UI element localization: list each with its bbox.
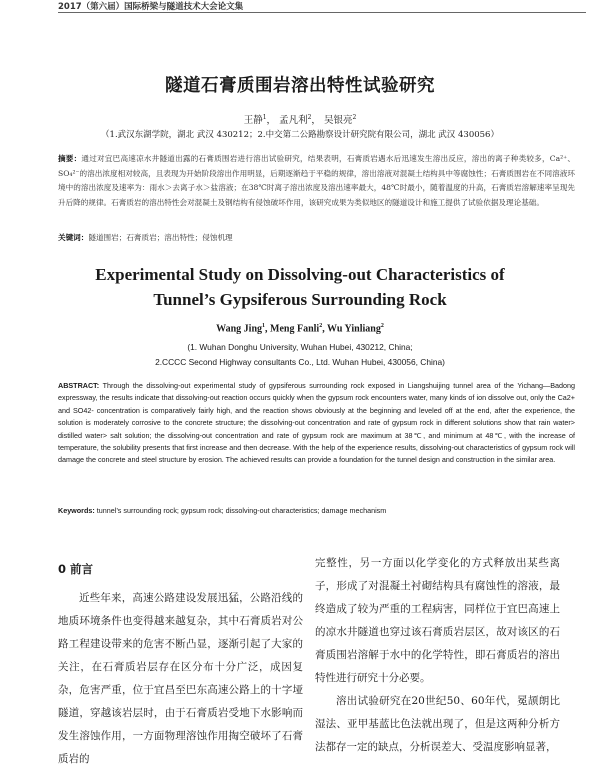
cn-author-sup: 2 (307, 113, 312, 121)
en-authors: Wang Jing$^1$, Meng Fanli$^2$, Wu Yinliang$^2$ (216, 323, 384, 335)
cn-author: 吴银亮 (323, 115, 353, 126)
en-title (0, 262, 600, 312)
en-affiliation-line: (1. Wuhan Donghu University, Wuhan Hubei, 430212, China; (187, 342, 413, 352)
en-keywords (58, 506, 575, 515)
en-author-sup: 2 (319, 323, 323, 329)
en-affiliation-line: 2.CCCC Second Highway consultants Co., Ltd. Wuhan Hubei, 430056, China) (155, 357, 445, 367)
en-keywords-label: Keywords: (58, 506, 95, 515)
cn-author-sup: 2 (352, 113, 357, 121)
en-author: Wang Jing (216, 323, 263, 335)
running-header: 2017（第六届）国际桥梁与隧道技术大会论文集 (58, 2, 244, 12)
section-heading: 0 前言 (58, 562, 94, 576)
cn-keywords-text: 隧道围岩；石膏质岩；溶出特性；侵蚀机理 (88, 233, 233, 242)
cn-author: 孟凡利 (279, 115, 308, 126)
cn-keywords-label: 关键词： (58, 233, 89, 242)
en-title-line: Experimental Study on Dissolving-out Characteristics of (95, 265, 505, 284)
body-paragraph: 溶出试验研究在20世纪50、60年代，冕颉朗比湿法、亚甲基蓝比色法就出现了，但是这两种分析方法都存一定的缺点，分析误差大、受温度影响显著， (315, 695, 560, 753)
body-paragraph: 完整性，另一方面以化学变化的方式释放出某些离子，形成了对混凝土衬砌结构具有腐蚀性的溶液，最终造成了较为严重的工程病害，同样位于宜巴高速上的凉水井隧道也穿过该石膏质岩层区，故对该区的石膏质围岩溶解于水中的化学特性，即石膏质岩的溶出特性进行研究十分必要。 (315, 557, 560, 684)
cn-affiliation: （1.武汉东湖学院，湖北 武汉 430212；2.中交第二公路勘察设计研究院有限公司，湖北 武汉 430056） (101, 130, 499, 140)
en-author: Meng Fanli (270, 323, 320, 335)
cn-keywords (58, 232, 575, 243)
cn-abstract-text: 通过对宜巴高速凉水井隧道出露的石膏质围岩进行溶出试验研究，结果表明，石膏质岩遇水后迅速发生溶出反应，溶出的离子种类较多，Ca²⁺、SO₄²⁻的溶出浓度相对较高，且表现为开始阶段溶出作用明显，后期逐渐趋于平稳的规律，溶出溶液对混凝土结构具中等腐蚀性；石膏质围岩在不同溶液环境中的溶出浓度及速率为：雨水＞去离子水＞盐溶液；在38℃时离子溶出浓度及溶出速率最大，48℃时最小，随着温度的升高，石膏质岩溶解速率呈现先升后降的规律。石膏质岩的溶出特性会对混凝土及钢结构有侵蚀破坏作用，该研究成果为类似地区的隧道设计和施工提供了试验依据及理论基础。 (58, 154, 575, 207)
cn-author-sup: 1 (262, 113, 267, 121)
cn-authors: 王静$^1$， 孟凡利$^2$， 吴银亮$^2$ (243, 113, 357, 126)
cn-author: 王静 (243, 115, 263, 126)
en-affiliation (0, 340, 600, 370)
header-rule (58, 12, 586, 13)
en-abstract-text: Through the dissolving-out experimental study of gypsiferous surrounding rock exposed in Liangshuijing tunnel area of the Yichang—Badong expressway, the results indicate that dissolving-out reaction occurs quickly when the gypsum rock encounters water, many kinds of ion dissolve out, only the Ca2+ and SO42- concentration is comparatively fairly high, and the reaction shows obviously at the beginning and leveled off at the end, after the experience, the solution is moderately corrosive to the concrete structure; the dissolving-out concentration and rate of gypsum rock in different solutions show that rain water> distilled water> salt solution; the dissolving-out concentration and rate of gypsum rock are maximum at 38℃, and minimum at 48℃, with the increase of temperature, the solubility presents that first increase and then decrease. With the help of the experience results, dissolving-out characteristics of gypsum rock will damage the concrete and steel structure by erosion. The achieved results can provide a foundation for the tunnel design and construction in the similar area. (58, 381, 575, 465)
en-author-sup: 1 (262, 323, 266, 329)
cn-abstract (58, 152, 575, 210)
body-column-left (58, 552, 303, 771)
en-author-sup: 2 (380, 323, 384, 329)
en-abstract (58, 380, 575, 467)
body-column-right (315, 552, 560, 759)
en-author: Wu Yinliang (327, 323, 381, 335)
en-keywords-text: tunnel’s surrounding rock; gypsum rock; dissolving-out characteristics; damage mechanism (96, 506, 387, 515)
en-title-line: Tunnel’s Gypsiferous Surrounding Rock (153, 290, 447, 309)
cn-title: 隧道石膏质围岩溶出特性试验研究 (165, 76, 435, 96)
en-abstract-label: ABSTRACT: (58, 381, 100, 390)
cn-abstract-label: 摘要： (58, 154, 82, 163)
body-paragraph: 近些年来，高速公路建设发展迅猛，公路沿线的地质环境条件也变得越来越复杂，其中石膏质岩对公路工程建设带来的危害不断凸显，逐渐引起了大家的关注，在石膏质岩层存在区分布十分广泛，成因复杂，危害严重，位于宜昌至巴东高速公路上的十字垭隧道，穿越该岩层时，由于石膏质岩受地下水影响而发生溶蚀作用，一方面物理溶蚀作用掏空破坏了石膏质岩的 (58, 592, 303, 765)
